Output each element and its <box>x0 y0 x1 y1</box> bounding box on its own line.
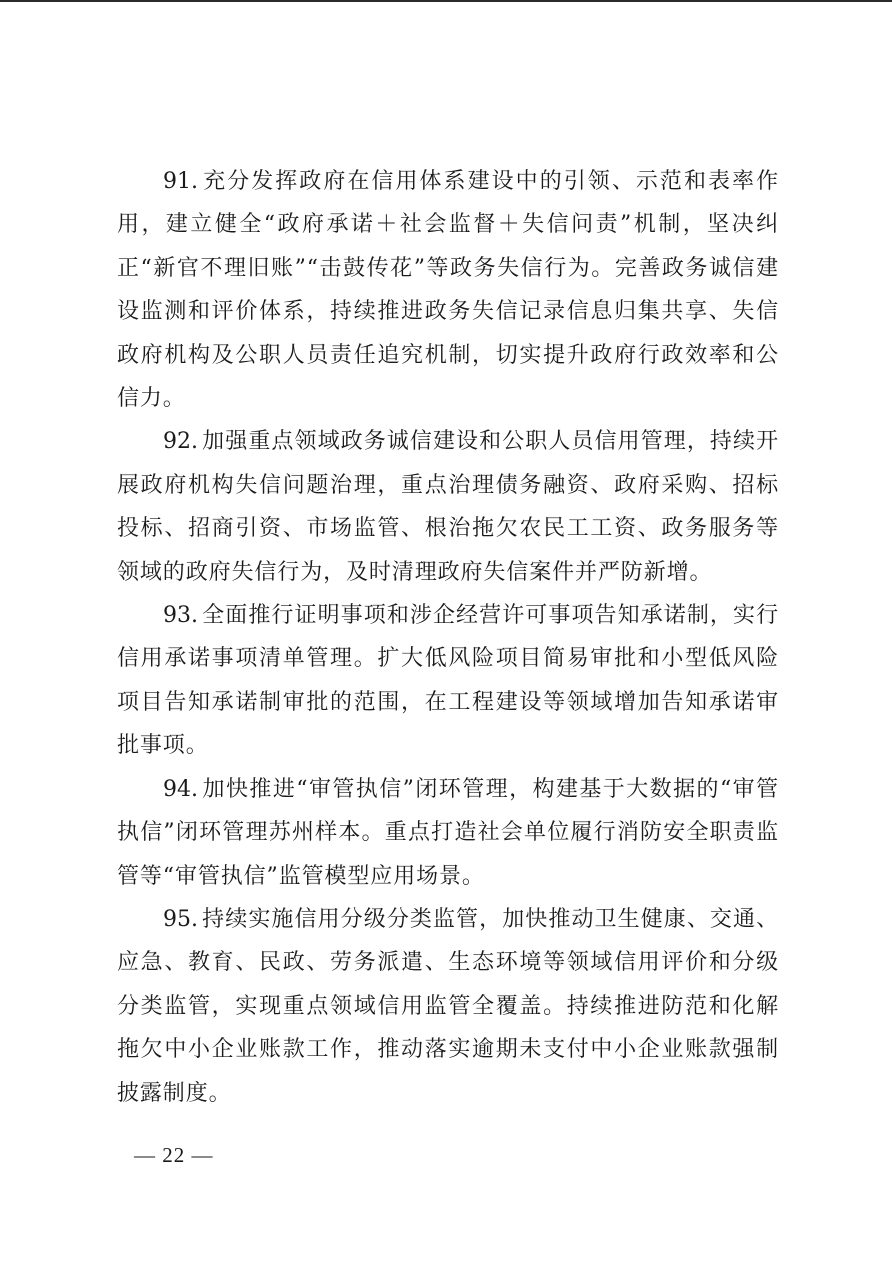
paragraph-number: 91. <box>163 169 198 194</box>
page-number: — 22 — <box>134 1143 214 1167</box>
paragraph-92 <box>117 420 779 594</box>
paragraph-95 <box>117 898 779 1115</box>
paragraph-93 <box>117 594 779 768</box>
document-body <box>117 160 779 1115</box>
paragraph-number: 94. <box>163 776 198 802</box>
paragraph-94 <box>117 768 779 898</box>
page-top-border <box>0 0 892 2</box>
paragraph-number: 92. <box>163 429 198 455</box>
paragraph-text: 充分发挥政府在信用体系建设中的引领、示范和表率作用，建立健全“政府承诺＋社会监督＋失信问责”机制，坚决纠正“新官不理旧账”“击鼓传花”等政务失信行为。完善政务诚信建设监测和评价体系，持续推进政务失信记录信息归集共享、失信政府机构及公职人员责任追究机制，切实提升政府行政效率和公信力。 <box>117 169 779 412</box>
paragraph-text: 持续实施信用分级分类监管，加快推动卫生健康、交通、应急、教育、民政、劳务派遣、生态环境等领域信用评价和分级分类监管，实现重点领域信用监管全覆盖。持续推进防范和化解拖欠中小企业账款工作，推动落实逾期未支付中小企业账款强制披露制度。 <box>117 906 779 1106</box>
paragraph-number: 95. <box>163 906 198 932</box>
paragraph-91 <box>117 160 779 420</box>
paragraph-number: 93. <box>163 603 198 629</box>
paragraph-text: 加强重点领域政务诚信建设和公职人员信用管理，持续开展政府机构失信问题治理，重点治理债务融资、政府采购、招标投标、招商引资、市场监管、根治拖欠农民工工资、政务服务等领域的政府失信行为，及时清理政府失信案件并严防新增。 <box>117 429 779 585</box>
paragraph-text: 加快推进“审管执信”闭环管理，构建基于大数据的“审管执信”闭环管理苏州样本。重点打造社会单位履行消防安全职责监管等“审管执信”监管模型应用场景。 <box>117 776 779 889</box>
paragraph-text: 全面推行证明事项和涉企经营许可事项告知承诺制，实行信用承诺事项清单管理。扩大低风险项目简易审批和小型低风险项目告知承诺制审批的范围，在工程建设等领域增加告知承诺审批事项。 <box>117 603 779 759</box>
